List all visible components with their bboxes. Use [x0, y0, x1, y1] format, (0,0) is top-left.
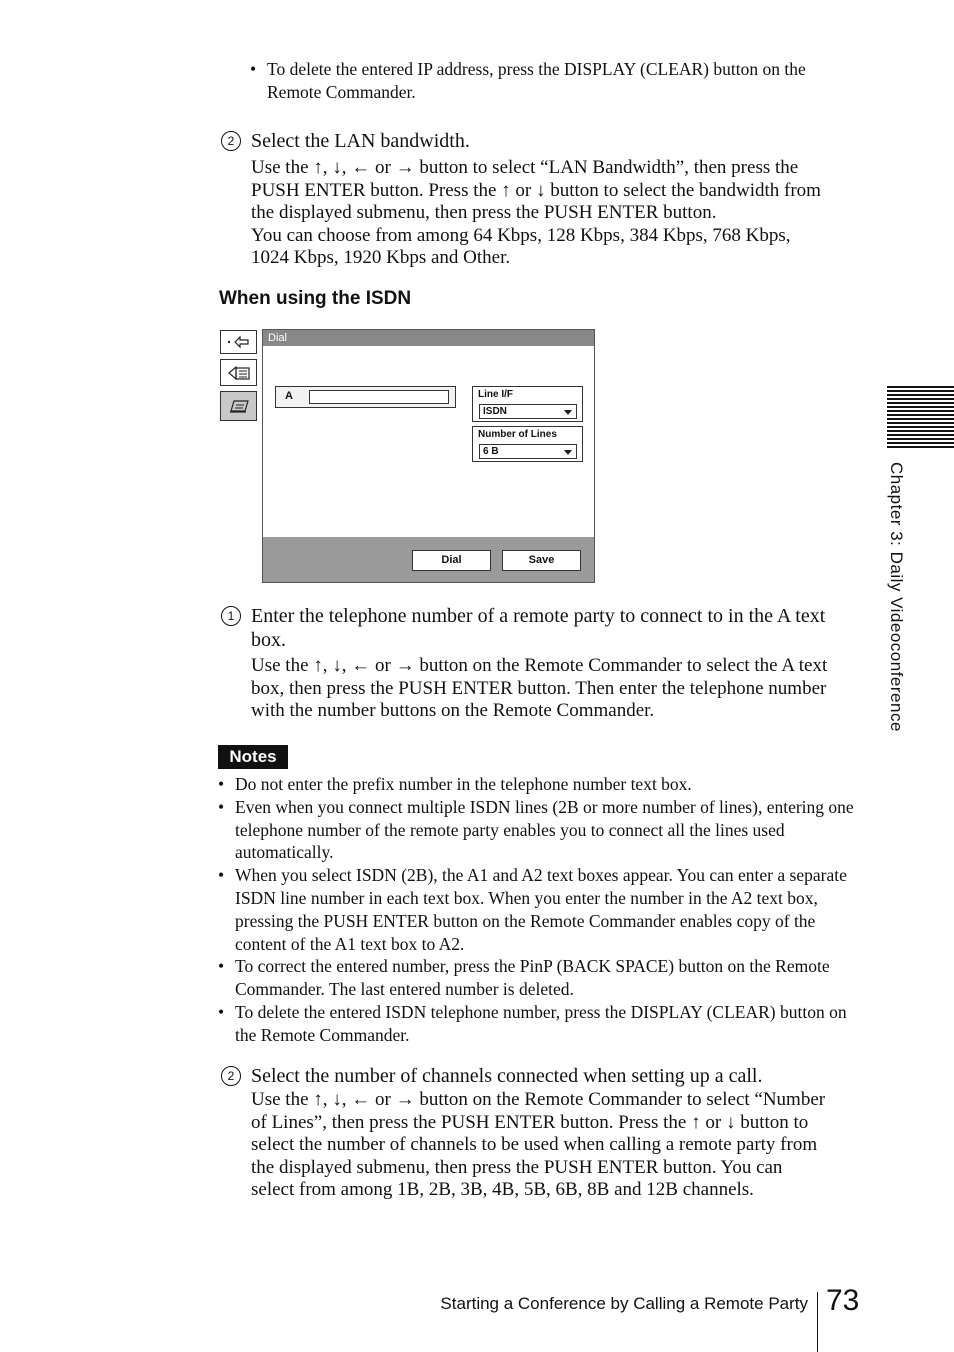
chapter-label — [882, 462, 912, 762]
chapter-label-text: Chapter 3: Daily Videoconference — [887, 462, 906, 732]
isdn-step1-body — [251, 655, 855, 723]
menu-button[interactable] — [220, 359, 257, 386]
top-bullet-note — [250, 58, 860, 104]
isdn-step1-heading-line-2: box. — [251, 629, 286, 651]
lan-line-5: 1024 Kbps, 1920 Kbps and Other. — [251, 247, 511, 268]
isdn-step2-line-5: select from among 1B, 2B, 3B, 4B, 5B, 6B, 8B and 12B channels. — [251, 1179, 754, 1200]
number-of-lines-select[interactable] — [479, 444, 577, 459]
lan-line-4: You can choose from among 64 Kbps, 128 Kbps, 384 Kbps, 768 Kbps, — [251, 224, 791, 246]
isdn-step1-line-3: with the number buttons on the Remote Commander. — [251, 700, 655, 721]
chevron-down-icon — [564, 410, 572, 415]
bullet-dot: • — [250, 59, 257, 79]
bullet-line-2: Remote Commander. — [267, 82, 416, 102]
chevron-down-icon — [564, 450, 572, 455]
back-arrow-icon — [226, 334, 252, 350]
footer-section-title: Starting a Conference by Calling a Remote Party — [440, 1294, 808, 1313]
note-item: • Do not enter the prefix number in the telephone number text box. — [218, 773, 858, 796]
chapter-tab-bars — [887, 386, 954, 450]
isdn-step2-line-3: select the number of channels to be used when calling a remote party from — [251, 1134, 818, 1155]
step-number-2b: 2 — [221, 1066, 241, 1086]
notes-list — [218, 773, 858, 1047]
lan-step-body — [251, 157, 855, 270]
isdn-step1-heading — [251, 604, 861, 652]
note-item: • When you select ISDN (2B), the A1 and A2 text boxes appear. You can enter a separate ISDN line number in each text box. When you enter the number in the A2 text box, pressing the PUSH ENTER button on the Remote Commander enables copy of the content of the A1 text box to A2. — [218, 864, 858, 955]
note-item: • To correct the entered number, press the PinP (BACK SPACE) button on the Remote Commander. The last entered number is deleted. — [218, 955, 858, 1001]
lan-step-heading: Select the LAN bandwidth. — [251, 130, 470, 152]
step-number-1: 1 — [221, 606, 241, 626]
step-number-2: 2 — [221, 131, 241, 151]
lan-line-2: PUSH ENTER button. Press the ↑ or ↓ button to select the bandwidth from — [251, 179, 821, 201]
isdn-step2-line-2: of Lines”, then press the PUSH ENTER button. Press the ↑ or ↓ button to — [251, 1111, 809, 1133]
isdn-step2-line-4: the displayed submenu, then press the PUSH ENTER button. You can — [251, 1156, 783, 1178]
number-of-lines-value: 6 B — [483, 446, 499, 457]
dial-button[interactable]: Dial — [412, 550, 491, 571]
page-number: 73 — [826, 1284, 860, 1317]
bullet-line-1: To delete the entered IP address, press the DISPLAY (CLEAR) button on the — [267, 59, 806, 79]
isdn-step1-heading-line-1: Enter the telephone number of a remote party to connect to in the A text — [251, 605, 826, 627]
number-of-lines-group — [472, 426, 583, 462]
isdn-step1-line-1: Use the ↑, ↓, ← or → button on the Remote Commander to select the A text — [251, 655, 828, 676]
notes-badge: Notes — [218, 745, 288, 769]
number-of-lines-label: Number of Lines — [478, 429, 557, 440]
isdn-step1-line-2: box, then press the PUSH ENTER button. Then enter the telephone number — [251, 677, 827, 699]
menu-list-icon — [226, 364, 252, 382]
lan-line-1: Use the ↑, ↓, ← or → button to select “LAN Bandwidth”, then press the — [251, 157, 799, 178]
line-if-group — [472, 386, 583, 422]
line-if-select[interactable] — [479, 404, 577, 419]
isdn-subheading: When using the ISDN — [219, 288, 412, 309]
dial-panel — [262, 329, 595, 583]
isdn-step2-body — [251, 1089, 855, 1202]
phonebook-icon — [226, 397, 252, 415]
a-number-row — [275, 386, 456, 408]
a-field-label: A — [285, 390, 293, 402]
isdn-step2-heading: Select the number of channels connected when setting up a call. — [251, 1065, 763, 1087]
phonebook-button[interactable] — [220, 391, 257, 421]
note-item: • Even when you connect multiple ISDN lines (2B or more number of lines), entering one telephone number of the remote party enables you to connect all the lines used automatically. — [218, 796, 858, 864]
dial-panel-title: Dial — [263, 330, 594, 346]
footer-divider — [817, 1292, 818, 1352]
line-if-value: ISDN — [483, 406, 507, 417]
line-if-label: Line I/F — [478, 389, 513, 400]
save-button[interactable]: Save — [502, 550, 581, 571]
note-item: • To delete the entered ISDN telephone number, press the DISPLAY (CLEAR) button on the Remote Commander. — [218, 1001, 858, 1047]
lan-line-3: the displayed submenu, then press the PUSH ENTER button. — [251, 202, 717, 223]
a-number-input[interactable] — [309, 390, 449, 404]
back-button[interactable] — [220, 330, 257, 354]
isdn-step2-line-1: Use the ↑, ↓, ← or → button on the Remote Commander to select “Number — [251, 1089, 826, 1110]
